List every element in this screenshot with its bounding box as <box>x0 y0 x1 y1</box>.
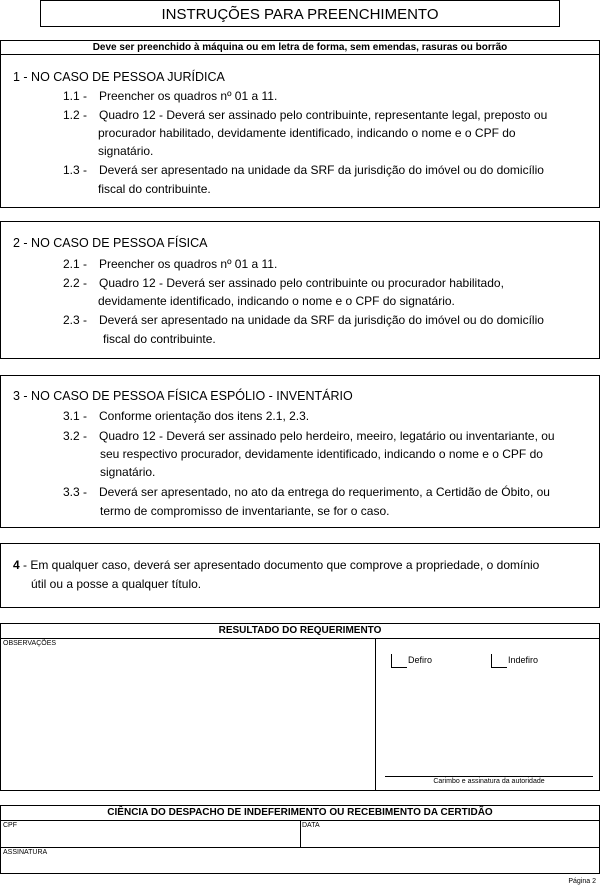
section-4 <box>0 543 600 608</box>
assinatura-field[interactable] <box>1 848 599 873</box>
indefiro-label: Indefiro <box>508 655 539 665</box>
section-4-text-line1: - Em qualquer caso, deverá ser apresentado documento que comprove a propriedade, o domínio <box>19 558 540 572</box>
resultado-title: RESULTADO DO REQUERIMENTO <box>1 624 599 639</box>
item-2-2: 2.2 - Quadro 12 - Deverá ser assinado pelo contribuinte ou procurador habilitado, devidamente identificado, indicando o nome e o CPF do signatário. <box>63 276 504 308</box>
page-number: Página 2 <box>568 878 596 885</box>
data-field[interactable] <box>300 820 599 848</box>
page-title: INSTRUÇÕES PARA PREENCHIMENTO <box>40 0 560 27</box>
item-3-1: 3.1 - Conforme orientação dos itens 2.1, 2.3. <box>63 409 310 423</box>
defiro-label: Defiro <box>408 655 433 665</box>
fill-instructions-subtitle: Deve ser preenchido à máquina ou em letra de forma, sem emendas, rasuras ou borrão <box>1 41 599 55</box>
section-2-heading: 2 - NO CASO DE PESSOA FÍSICA <box>13 236 208 250</box>
item-1-3: 1.3 - Deverá ser apresentado na unidade da SRF da jurisdição do imóvel ou do domicílio fiscal do contribuinte. <box>63 163 544 196</box>
section-pessoa-fisica <box>0 221 600 359</box>
observacoes-label: OBSERVAÇÕES <box>3 640 57 647</box>
section-espolio <box>0 375 600 528</box>
section-pessoa-juridica <box>0 40 600 208</box>
section-3-heading: 3 - NO CASO DE PESSOA FÍSICA ESPÓLIO - INVENTÁRIO <box>13 389 353 403</box>
section-4-text-line2: útil ou a posse a qualquer título. <box>31 577 202 591</box>
observacoes-field[interactable] <box>1 638 376 791</box>
item-2-3: 2.3 - Deverá ser apresentado na unidade da SRF da jurisdição do imóvel ou do domicílio fiscal do contribuinte. <box>63 313 544 346</box>
cpf-field[interactable] <box>1 820 301 848</box>
item-1-1: 1.1 - Preencher os quadros nº 01 a 11. <box>63 89 278 103</box>
ciencia-title: CIÊNCIA DO DESPACHO DE INDEFERIMENTO OU RECEBIMENTO DA CERTIDÃO <box>1 806 599 821</box>
carimbo-label: Carimbo e assinatura da autoridade <box>433 778 545 785</box>
item-3-2: 3.2 - Quadro 12 - Deverá ser assinado pelo herdeiro, meeiro, legatário ou inventariante, ou seu respectivo procurador, devidamente identificado, indicando o nome e o CPF do signatário. <box>63 429 555 479</box>
section-1-heading: 1 - NO CASO DE PESSOA JURÍDICA <box>13 70 225 84</box>
item-3-3: 3.3 - Deverá ser apresentado, no ato da entrega do requerimento, a Certidão de Óbito, ou termo de compromisso de inventariante, se for o caso. <box>63 485 550 518</box>
resultado-requerimento <box>0 623 600 791</box>
cpf-label: CPF <box>3 822 17 829</box>
item-2-1: 2.1 - Preencher os quadros nº 01 a 11. <box>63 257 278 271</box>
item-1-2: 1.2 - Quadro 12 - Deverá ser assinado pelo contribuinte, representante legal, preposto ou procurador habilitado, devidamente identificado, indicando o nome e o CPF do signatário. <box>63 108 548 158</box>
defiro-checkbox[interactable] <box>391 654 407 668</box>
signature-line <box>385 776 593 777</box>
indefiro-checkbox[interactable] <box>491 654 507 668</box>
data-label: DATA <box>302 822 320 829</box>
section-4-number: 4 <box>13 558 20 572</box>
assinatura-label: ASSINATURA <box>3 849 48 856</box>
ciencia-despacho <box>0 805 600 874</box>
